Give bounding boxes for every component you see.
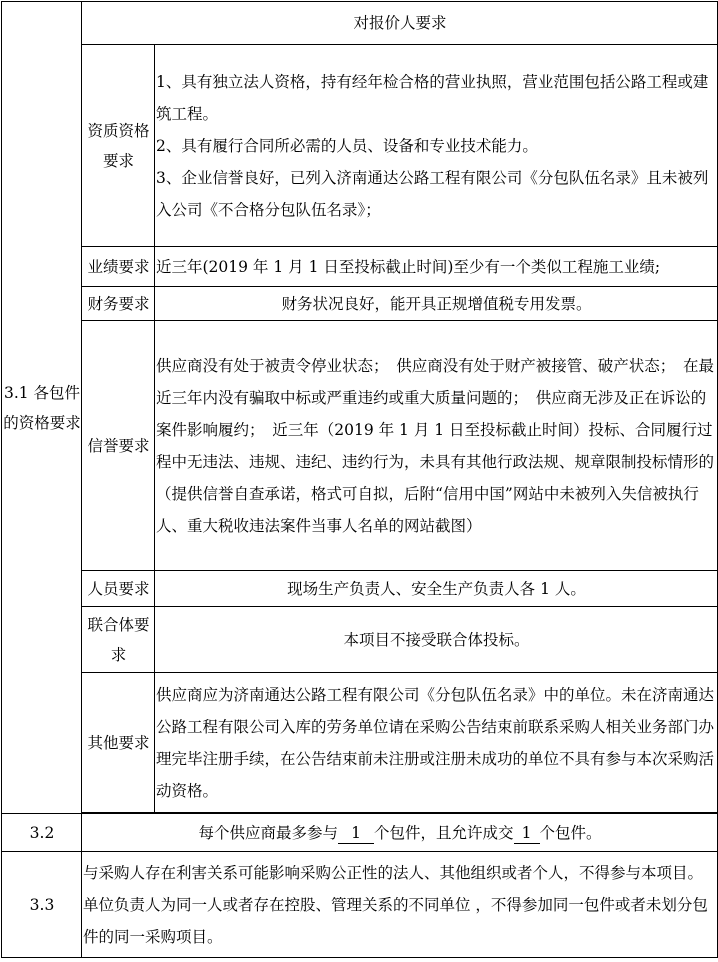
row-label: 财务要求 — [82, 287, 155, 321]
section-number: 3.1 各包件的资格要求 — [2, 2, 82, 814]
row-content: 与采购人存在利害关系可能影响采购公正性的法人、其他组织或者个人，不得参与本项目。单位负责人为同一人或者存在控股、管理关系的不同单位 ，不得参加同一包件或者未划分包件的同一采购项目。 — [82, 852, 718, 958]
table-row — [2, 321, 718, 571]
row-label: 信誉要求 — [82, 321, 155, 571]
row-content: 近三年(2019 年 1 月 1 日至投标截止时间)至少有一个类似工程施工业绩; — [155, 247, 718, 287]
text-segment: 个包件，且允许成交 — [374, 823, 514, 842]
paragraph: 3、企业信誉良好，已列入济南通达公路工程有限公司《分包队伍名录》且未被列入公司《不合格分包队伍名录》； — [156, 168, 709, 219]
row-content: 本项目不接受联合体投标。 — [155, 607, 718, 673]
row-content: 财务状况良好，能开具正规增值税专用发票。 — [155, 287, 718, 321]
row-label: 其他要求 — [82, 673, 155, 813]
table-row — [2, 814, 718, 852]
table-row — [2, 287, 718, 321]
text-segment: 每个供应商最多参与 — [198, 823, 338, 842]
table-row — [2, 852, 718, 958]
header-row — [2, 2, 718, 45]
table-row — [2, 571, 718, 607]
table-row — [2, 673, 718, 813]
row-content — [82, 814, 718, 852]
section-number: 3.2 — [2, 814, 82, 852]
row-label: 业绩要求 — [82, 247, 155, 287]
paragraph: 1、具有独立法人资格，持有经年检合格的营业执照，营业范围包括公路工程或建筑工程。 — [156, 72, 709, 123]
row-content: 现场生产负责人、安全生产负责人各 1 人。 — [155, 571, 718, 607]
column-header: 对报价人要求 — [82, 2, 718, 45]
row-label: 联合体要求 — [82, 607, 155, 673]
underlined-value — [338, 823, 374, 844]
row-content: 供应商没有处于被责令停业状态； 供应商没有处于财产被接管、破产状态； 在最近三年内没有骗取中标或严重违约或重大质量问题的； 供应商无涉及正在诉讼的案件影响履约； 近三年（2019 年 1 月 1 日至投标截止时间）投标、合同履行过程中无违法、违规、违纪、违约行为，未具有其他行政法规、规章限制投标情形的（提供信誉自查承诺，格式可自拟，后附“信用中国”网站中未被列入失信被执行人、重大税收违法案件当事人名单的网站截图） — [155, 321, 718, 571]
table-row — [2, 607, 718, 673]
requirements-table — [1, 1, 718, 958]
text-segment: 个包件。 — [539, 823, 602, 842]
value-text: 1 — [521, 823, 532, 842]
value-text: 1 — [351, 823, 361, 842]
section-number: 3.3 — [2, 852, 82, 958]
row-content — [155, 45, 718, 247]
row-content: 供应商应为济南通达公路工程有限公司《分包队伍名录》中的单位。未在济南通达公路工程有限公司入库的劳务单位请在采购公告结束前联系采购人相关业务部门办理完毕注册手续，在公告结束前未注册或注册未成功的单位不具有参与本次采购活动资格。 — [155, 673, 718, 813]
paragraph: 2、具有履行合同所必需的人员、设备和专业技术能力。 — [156, 136, 538, 155]
table-row — [2, 247, 718, 287]
row-label: 资质资格要求 — [82, 45, 155, 247]
underlined-value — [514, 823, 540, 844]
row-label: 人员要求 — [82, 571, 155, 607]
table-row — [2, 45, 718, 247]
